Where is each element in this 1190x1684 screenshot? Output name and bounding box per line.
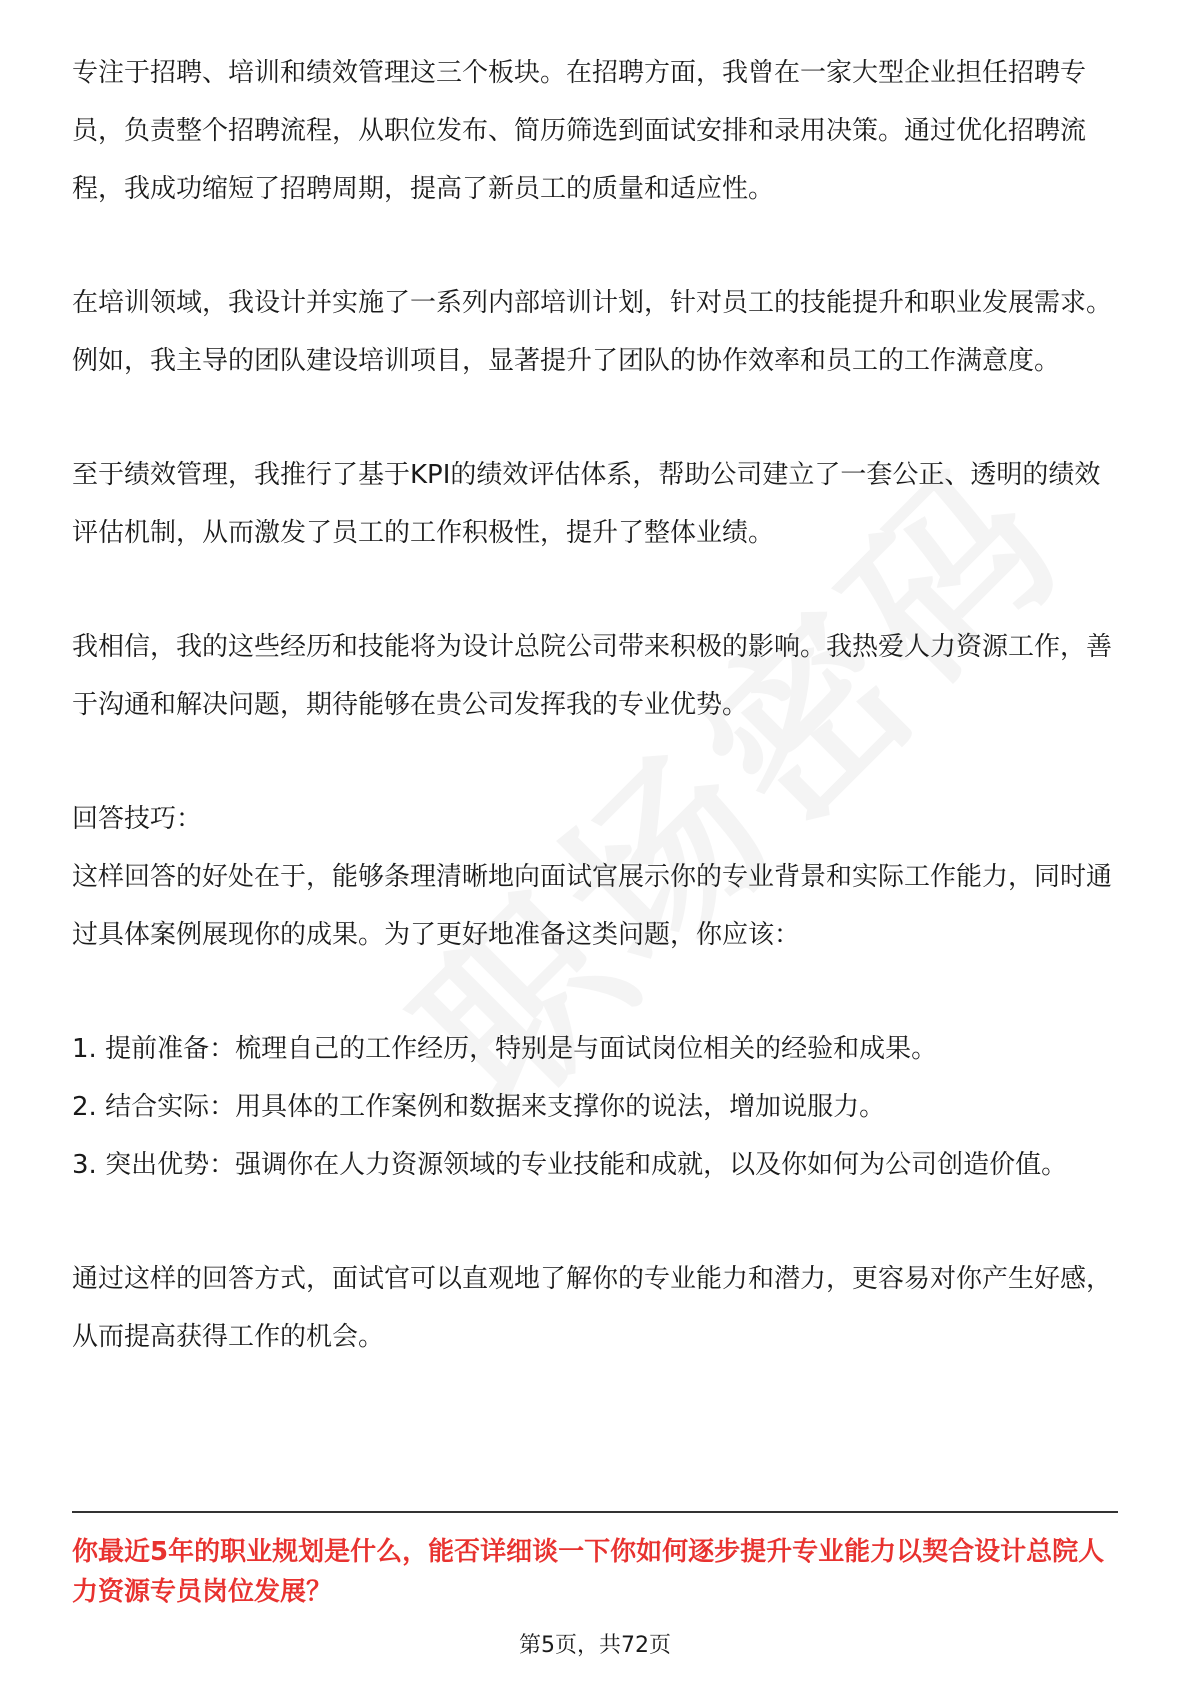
paragraph-performance: 至于绩效管理，我推行了基于KPI的绩效评估体系，帮助公司建立了一套公正、透明的绩效评估机制，从而激发了员工的工作积极性，提升了整体业绩。	[72, 460, 1101, 548]
paragraph-belief: 我相信，我的这些经历和技能将为设计总院公司带来积极的影响。我热爱人力资源工作，善于沟通和解决问题，期待能够在贵公司发挥我的专业优势。	[72, 632, 1113, 720]
list-item: 1. 提前准备：梳理自己的工作经历，特别是与面试岗位相关的经验和成果。	[72, 1034, 938, 1064]
section-divider	[72, 1511, 1118, 1513]
tips-intro: 这样回答的好处在于，能够条理清晰地向面试官展示你的专业背景和实际工作能力，同时通过具体案例展现你的成果。为了更好地准备这类问题，你应该：	[72, 862, 1113, 950]
paragraph-recruitment: 专注于招聘、培训和绩效管理这三个板块。在招聘方面，我曾在一家大型企业担任招聘专员，负责整个招聘流程，从职位发布、简历筛选到面试安排和录用决策。通过优化招聘流程，我成功缩短了招聘周期，提高了新员工的质量和适应性。	[72, 58, 1087, 204]
document-body	[72, 44, 1118, 1366]
list-item: 2. 结合实际：用具体的工作案例和数据来支撑你的说法，增加说服力。	[72, 1092, 886, 1122]
tips-list	[72, 1020, 1118, 1194]
paragraph-conclusion: 通过这样的回答方式，面试官可以直观地了解你的专业能力和潜力，更容易对你产生好感，从而提高获得工作的机会。	[72, 1264, 1113, 1352]
list-item: 3. 突出优势：强调你在人力资源领域的专业技能和成就，以及你如何为公司创造价值。	[72, 1150, 1068, 1180]
paragraph-training: 在培训领域，我设计并实施了一系列内部培训计划，针对员工的技能提升和职业发展需求。例如，我主导的团队建设培训项目，显著提升了团队的协作效率和员工的工作满意度。	[72, 288, 1113, 376]
tips-heading: 回答技巧：	[72, 804, 203, 834]
page-number: 第5页，共72页	[519, 1633, 671, 1658]
next-question-heading: 你最近5年的职业规划是什么，能否详细谈一下你如何逐步提升专业能力以契合设计总院人力资源专员岗位发展？	[72, 1537, 1105, 1607]
